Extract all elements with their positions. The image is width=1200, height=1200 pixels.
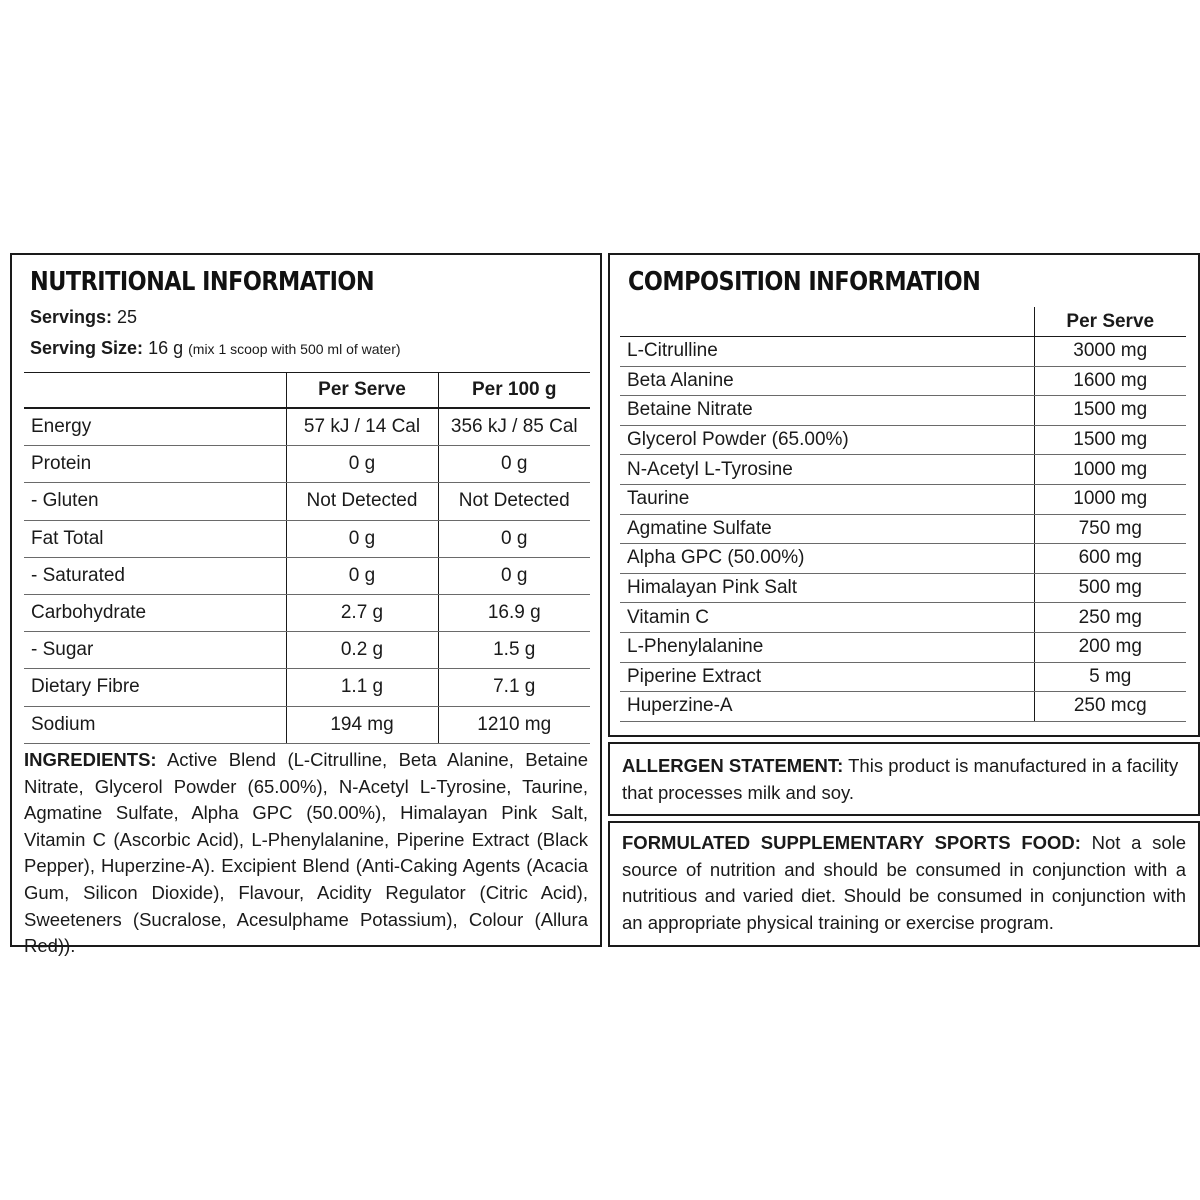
nutrition-col-per-serve: Per Serve [286,373,438,409]
nutrient-label: Carbohydrate [24,594,286,631]
sports-food-label: FORMULATED SUPPLEMENTARY SPORTS FOOD: [622,832,1081,853]
ingredient-label: N-Acetyl L-Tyrosine [620,455,1034,485]
nutrient-per-100g: 0 g [438,446,590,483]
table-row [620,366,1186,396]
composition-table [620,307,1186,722]
ingredient-per-serve: 750 mg [1034,514,1186,544]
ingredient-label: Alpha GPC (50.00%) [620,544,1034,574]
ingredient-per-serve: 5 mg [1034,662,1186,692]
table-row [620,337,1186,367]
composition-col-per-serve: Per Serve [1034,307,1186,337]
ingredient-per-serve: 250 mcg [1034,692,1186,722]
nutrient-label: Sodium [24,706,286,743]
ingredient-per-serve: 600 mg [1034,544,1186,574]
sports-food-panel [608,821,1200,947]
ingredient-label: Vitamin C [620,603,1034,633]
composition-header-row [620,307,1186,337]
allergen-panel [608,742,1200,816]
nutrient-label: Dietary Fibre [24,669,286,706]
table-row [24,408,590,446]
ingredient-per-serve: 1600 mg [1034,366,1186,396]
servings-line [30,307,137,328]
nutrition-col-per-100g: Per 100 g [438,373,590,409]
nutrient-per-serve: 0 g [286,557,438,594]
nutrient-label: Protein [24,446,286,483]
nutrition-panel [10,253,602,957]
table-row [620,632,1186,662]
nutrient-per-serve: 57 kJ / 14 Cal [286,408,438,446]
serving-size-label: Serving Size: [30,338,144,358]
ingredient-label: Huperzine-A [620,692,1034,722]
nutrient-label: - Sugar [24,632,286,669]
table-row [620,544,1186,574]
table-row [24,483,590,520]
allergen-label: ALLERGEN STATEMENT: [622,755,844,776]
nutrient-per-100g: 1.5 g [438,632,590,669]
nutrition-table [24,372,590,744]
servings-value: 25 [117,307,138,327]
ingredient-label: Beta Alanine [620,366,1034,396]
nutrient-per-serve: 194 mg [286,706,438,743]
ingredient-per-serve: 1500 mg [1034,396,1186,426]
sports-food-statement [622,830,1186,936]
serving-size-note: (mix 1 scoop with 500 ml of water) [188,341,401,357]
nutrient-label: - Gluten [24,483,286,520]
table-row [620,425,1186,455]
table-row [620,573,1186,603]
table-row [24,594,590,631]
table-row [620,484,1186,514]
ingredient-per-serve: 1000 mg [1034,484,1186,514]
nutrient-per-100g: 0 g [438,520,590,557]
serving-size-value: 16 g [148,338,184,358]
allergen-text: This product is manufactured in a facility that processes milk and soy. [622,755,1179,803]
table-row [620,692,1186,722]
nutrition-header-row [24,373,590,409]
ingredient-per-serve: 1000 mg [1034,455,1186,485]
table-row [24,632,590,669]
table-row [24,706,590,743]
ingredient-label: L-Phenylalanine [620,632,1034,662]
nutrient-per-100g: Not Detected [438,483,590,520]
nutrient-per-serve: 0 g [286,520,438,557]
nutrition-heading: NUTRITIONAL INFORMATION [30,267,375,297]
ingredient-per-serve: 3000 mg [1034,337,1186,367]
ingredients-label: INGREDIENTS: [24,749,157,770]
nutrient-per-100g: 0 g [438,557,590,594]
nutrient-label: Energy [24,408,286,446]
table-row [620,396,1186,426]
nutrient-per-serve: 0 g [286,446,438,483]
ingredient-label: Glycerol Powder (65.00%) [620,425,1034,455]
ingredient-label: Piperine Extract [620,662,1034,692]
composition-heading: COMPOSITION INFORMATION [628,267,981,297]
nutrient-per-100g: 1210 mg [438,706,590,743]
ingredient-per-serve: 500 mg [1034,573,1186,603]
nutrient-per-serve: Not Detected [286,483,438,520]
ingredient-per-serve: 200 mg [1034,632,1186,662]
table-row [620,662,1186,692]
table-row [24,557,590,594]
composition-panel [608,253,1200,737]
nutrition-col-label [24,373,286,409]
composition-col-label [620,307,1034,337]
nutrient-per-serve: 2.7 g [286,594,438,631]
nutrient-per-serve: 1.1 g [286,669,438,706]
ingredient-label: Betaine Nitrate [620,396,1034,426]
table-row [620,514,1186,544]
sports-food-text: Not a sole source of nutrition and should be consumed in conjunction with a nutritious and varied diet. Should be consumed in conjunction with an appropriate physical training or exercise program. [622,832,1187,933]
ingredients-statement [24,747,588,960]
ingredient-label: Taurine [620,484,1034,514]
table-row [24,446,590,483]
nutrient-per-100g: 7.1 g [438,669,590,706]
table-row [24,520,590,557]
ingredient-per-serve: 1500 mg [1034,425,1186,455]
nutrient-per-100g: 356 kJ / 85 Cal [438,408,590,446]
ingredient-label: Himalayan Pink Salt [620,573,1034,603]
nutrient-label: - Saturated [24,557,286,594]
nutrient-per-100g: 16.9 g [438,594,590,631]
table-row [620,603,1186,633]
ingredient-label: L-Citrulline [620,337,1034,367]
nutrient-label: Fat Total [24,520,286,557]
ingredient-label: Agmatine Sulfate [620,514,1034,544]
ingredients-text: Active Blend (L-Citrulline, Beta Alanine, Betaine Nitrate, Glycerol Powder (65.00%), N-Acetyl L-Tyrosine, Taurine, Agmatine Sulfate, Alpha GPC (50.00%), Himalayan Pink Salt, Vitamin C (Ascorbic Acid), L-Phenylalanine, Piperine Extract (Black Pepper), Huperzine-A). Excipient Blend (Anti-Caking Agents (Acacia Gum, Silicon Dioxide), Flavour, Acidity Regulator (Citric Acid), Sweeteners (Sucralose, Acesulphame Potassium), Colour (Allura Red)). [24,749,588,957]
nutrient-per-serve: 0.2 g [286,632,438,669]
serving-size-line [30,338,401,359]
ingredient-per-serve: 250 mg [1034,603,1186,633]
allergen-statement [622,753,1186,806]
table-row [24,669,590,706]
table-row [620,455,1186,485]
servings-label: Servings: [30,307,113,327]
